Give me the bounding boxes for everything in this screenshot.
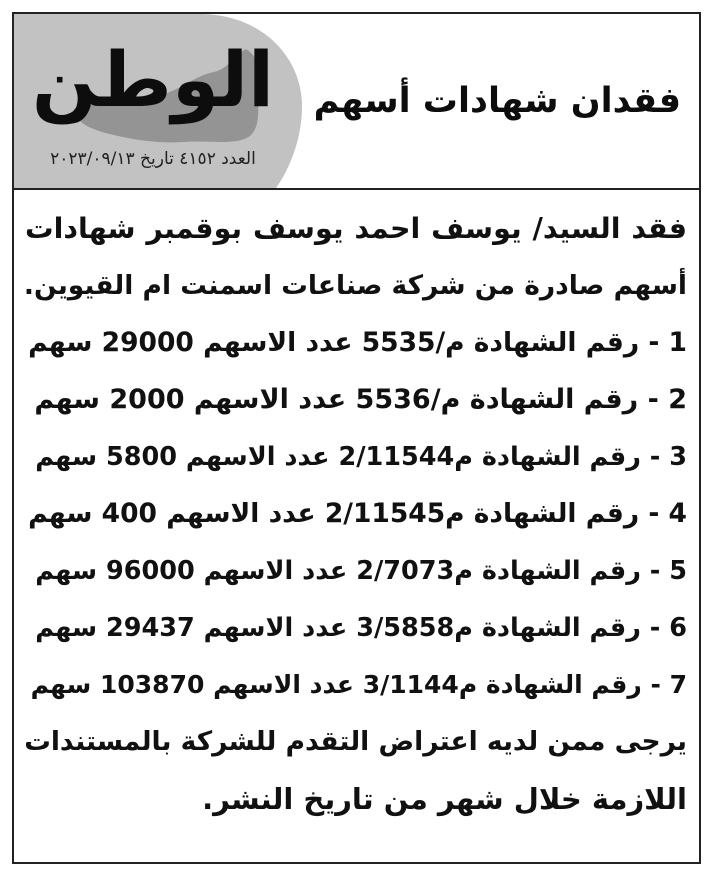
item-text: رقم الشهادة م2/11544 عدد الاسهم 5800 سهم	[35, 442, 641, 472]
certificate-item: 4 - رقم الشهادة م2/11545 عدد الاسهم 400 سهم	[28, 498, 687, 529]
issue-date: العدد ٤١٥٢ تاريخ ٢٠٢٣/٠٩/١٣	[50, 149, 256, 169]
closing-line-2: اللازمة خلال شهر من تاريخ النشر.	[202, 782, 687, 816]
item-text: رقم الشهادة م2/11545 عدد الاسهم 400 سهم	[28, 498, 640, 529]
notice-headline: فقدان شهادات أسهم	[313, 81, 681, 121]
certificate-item: 7 - رقم الشهادة م3/1144 عدد الاسهم 103870 سهم	[30, 670, 687, 699]
item-number: 7	[669, 670, 687, 699]
item-text: رقم الشهادة م/5536 عدد الاسهم 2000 سهم	[34, 384, 639, 415]
item-text: رقم الشهادة م3/1144 عدد الاسهم 103870 سهم	[30, 670, 642, 699]
item-number: 4	[668, 498, 687, 529]
closing-line-1: يرجى ممن لديه اعتراض التقدم للشركة بالمستندات	[24, 726, 687, 757]
certificate-item: 1 - رقم الشهادة م/5535 عدد الاسهم 29000 سهم	[28, 327, 687, 358]
ad-header	[14, 14, 699, 190]
certificate-item: 5 - رقم الشهادة م2/7073 عدد الاسهم 96000 سهم	[35, 556, 687, 586]
certificate-item: 3 - رقم الشهادة م2/11544 عدد الاسهم 5800 سهم	[35, 442, 687, 472]
item-number: 1	[668, 327, 687, 358]
item-number: 2	[668, 384, 687, 415]
intro-line-2: أسهم صادرة من شركة صناعات اسمنت ام القيوين.	[23, 270, 687, 301]
item-text: رقم الشهادة م/5535 عدد الاسهم 29000 سهم	[28, 327, 640, 358]
notice-body	[14, 190, 699, 862]
certificate-item: 6 - رقم الشهادة م3/5858 عدد الاسهم 29437 سهم	[35, 613, 687, 643]
item-text: رقم الشهادة م3/5858 عدد الاسهم 29437 سهم	[35, 613, 641, 643]
item-number: 5	[669, 556, 687, 586]
newspaper-logo: الوطن	[31, 35, 275, 124]
certificate-item: 2 - رقم الشهادة م/5536 عدد الاسهم 2000 سهم	[34, 384, 687, 415]
item-number: 3	[669, 442, 687, 472]
classified-ad	[12, 12, 701, 864]
item-text: رقم الشهادة م2/7073 عدد الاسهم 96000 سهم	[35, 556, 641, 586]
item-number: 6	[669, 613, 687, 643]
intro-line-1: فقد السيد/ يوسف احمد يوسف بوقمبر شهادات	[25, 212, 687, 245]
